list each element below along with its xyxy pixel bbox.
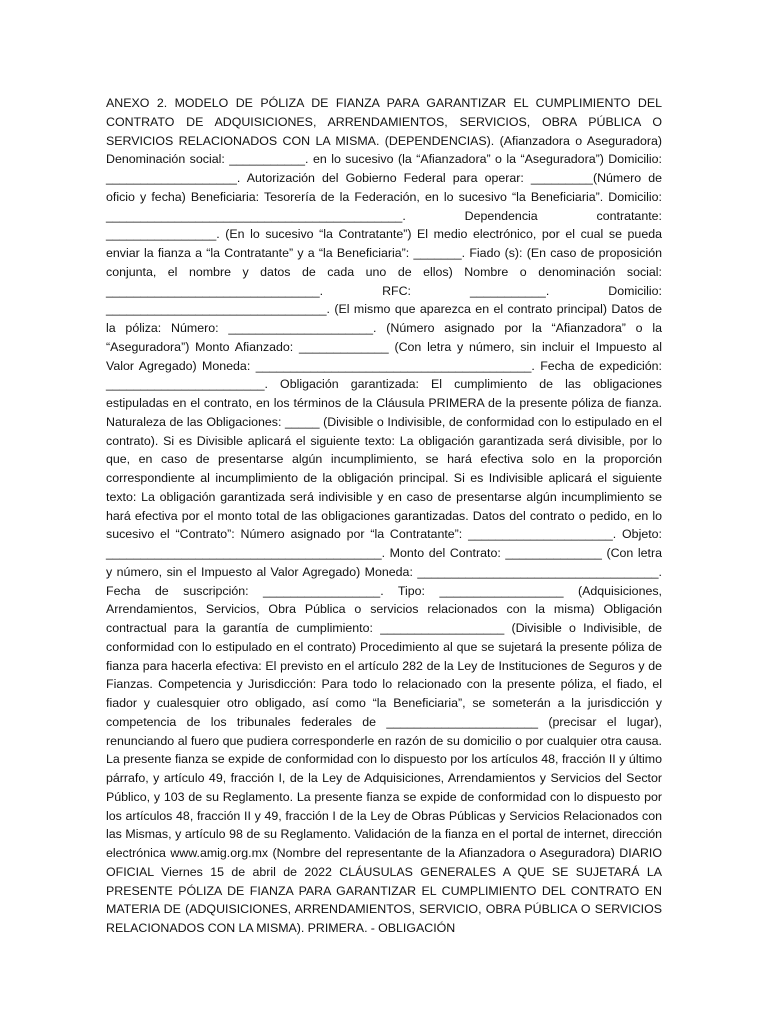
document-body-text: ANEXO 2. MODELO DE PÓLIZA DE FIANZA PARA GARANTIZAR EL CUMPLIMIENTO DEL CONTRATO DE ADQUISICIONES, ARRENDAMIENTOS, SERVICIOS, OBRA PÚBLICA O SERVICIOS RELACIONADOS CON LA MISMA. (DEPENDENCIAS). (Afianzadora o Aseguradora) Denominación social: ___________. en lo sucesivo (la “Afianzadora” o la “Aseguradora”) Domicilio: ___________________. Autorización del Gobierno Federal para operar: _________(Número de oficio y fecha) Beneficiaria: Tesorería de la Federación, en lo sucesivo “la Beneficiaria”. Domicilio: ___________________________________________. Dependencia contratante: ________________. (En lo sucesivo “la Contratante”) El medio electrónico, por el cual se pueda enviar la fianza a “la Contratante” y a “la Beneficiaria”: _______. Fiado (s): (En caso de proposición conjunta, el nombre y datos de cada uno de ellos) Nombre o denominación social: _______________________________. RFC: ___________. Domicilio: ________________________________. (El mismo que aparezca en el contrato principal) Datos de la póliza: Número: _____________________. (Número asignado por la “Afianzadora” o la “Aseguradora”) Monto Afianzado: _____________ (Con letra y número, sin incluir el Impuesto al Valor Agregado) Moneda: ________________________________________. Fecha de expedición: _______________________. Obligación garantizada: El cumplimiento de las obligaciones estipuladas en el contrato, en los términos de la Cláusula PRIMERA de la presente póliza de fianza. Naturaleza de las Obligaciones: _____ (Divisible o Indivisible, de conformidad con lo estipulado en el contrato). Si es Divisible aplicará el siguiente texto: La obligación garantizada será divisible, por lo que, en caso de presentarse algún incumplimiento, se hará efectiva solo en la proporción correspondiente al incumplimiento de la obligación principal. Si es Indivisible aplicará el siguiente texto: La obligación garantizada será indivisible y en caso de presentarse algún incumplimiento se hará efectiva por el monto total de las obligaciones garantizadas. Datos del contrato o pedido, en lo sucesivo el “Contrato”: Número asignado por “la Contratante”: _____________________. Objeto: ________________________________________. Monto del Contrato: ______________ (Con letra y número, sin el Impuesto al Valor Agregado) Moneda: ___________________________________. Fecha de suscripción: _________________. Tipo: __________________ (Adquisiciones, Arrendamientos, Servicios, Obra Pública o servicios relacionados con la misma) Obligación contractual para la garantía de cumplimiento: __________________ (Divisible o Indivisible, de conformidad con lo estipulado en el contrato) Procedimiento al que se sujetará la presente póliza de fianza para hacerla efectiva: El previsto en el artículo 282 de la Ley de Instituciones de Seguros y de Fianzas. Competencia y Jurisdicción: Para todo lo relacionado con la presente póliza, el fiado, el fiador y cualesquier otro obligado, así como “la Beneficiaria”, se someterán a la jurisdicción y competencia de los tribunales federales de ______________________ (precisar el lugar), renunciando al fuero que pudiera corresponderle en razón de su domicilio o por cualquier otra causa. La presente fianza se expide de conformidad con lo dispuesto por los artículos 48, fracción II y último párrafo, y artículo 49, fracción I, de la Ley de Adquisiciones, Arrendamientos y Servicios del Sector Público, y 103 de su Reglamento. La presente fianza se expide de conformidad con lo dispuesto por los artículos 48, fracción II y 49, fracción I de la Ley de Obras Públicas y Servicios Relacionados con las Mismas, y artículo 98 de su Reglamento. Validación de la fianza en el portal de internet, dirección electrónica www.amig.org.mx (Nombre del representante de la Afianzadora o Aseguradora) DIARIO OFICIAL Viernes 15 de abril de 2022 CLÁUSULAS GENERALES A QUE SE SUJETARÁ LA PRESENTE PÓLIZA DE FIANZA PARA GARANTIZAR EL CUMPLIMIENTO DEL CONTRATO EN MATERIA DE (ADQUISICIONES, ARRENDAMIENTOS, SERVICIO, OBRA PÚBLICA O SERVICIOS RELACIONADOS CON LA MISMA). PRIMERA. - OBLIGACIÓN bbox=[106, 96, 662, 935]
document-page bbox=[106, 94, 662, 938]
